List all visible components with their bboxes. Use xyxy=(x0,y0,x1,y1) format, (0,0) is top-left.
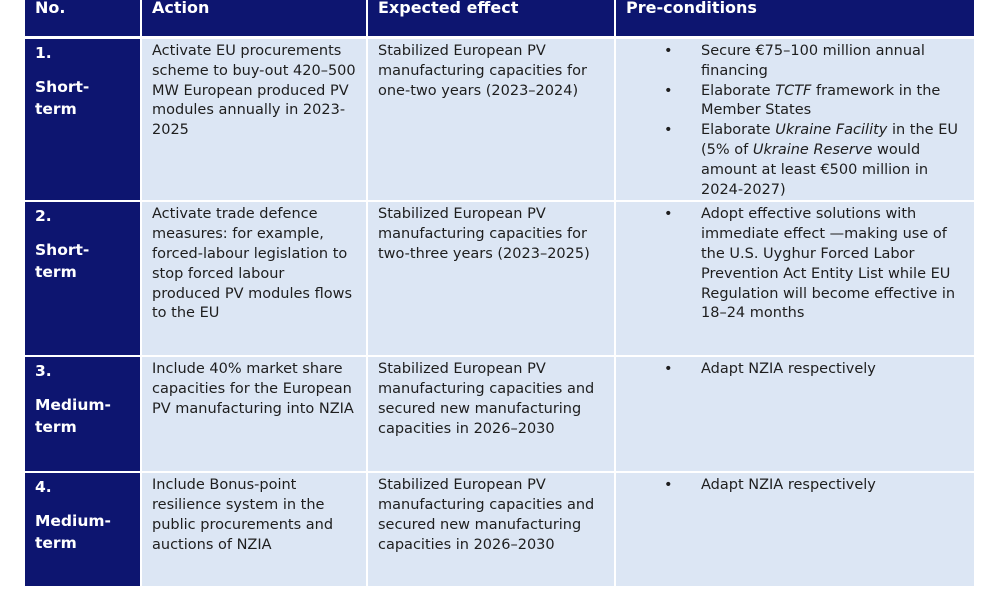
row-term: Short-term xyxy=(35,78,90,118)
header-row xyxy=(25,0,974,38)
bullet-icon: • xyxy=(664,122,673,139)
header-expected-effect: Expected effect xyxy=(367,0,615,38)
row-number: 3. xyxy=(35,362,52,381)
list-item xyxy=(626,205,964,324)
pre-conditions-cell xyxy=(615,201,974,356)
pre-conditions-list xyxy=(626,205,964,324)
pre-condition-text: Adapt NZIA respectively xyxy=(701,361,876,378)
row-number-cell xyxy=(25,472,141,587)
action-cell: Include Bonus-point resilience system in the public procurements and auctions of NZIA xyxy=(141,472,367,587)
row-number: 2. xyxy=(35,207,52,226)
action-cell: Include 40% market share capacities for the European PV manufacturing into NZIA xyxy=(141,356,367,472)
table-row xyxy=(25,356,974,472)
list-item xyxy=(626,121,964,200)
pre-conditions-list xyxy=(626,360,964,380)
bullet-icon: • xyxy=(664,82,673,99)
pre-conditions-cell xyxy=(615,356,974,472)
table-row xyxy=(25,38,974,202)
effect-cell: Stabilized European PV manufacturing capacities and secured new manufacturing capacities in 2026–2030 xyxy=(367,472,615,587)
policy-table xyxy=(25,0,974,588)
bullet-icon: • xyxy=(664,206,673,223)
effect-cell: Stabilized European PV manufacturing capacities for one-two years (2023–2024) xyxy=(367,38,615,202)
actions-table xyxy=(25,0,974,588)
effect-cell: Stabilized European PV manufacturing capacities and secured new manufacturing capacities in 2026–2030 xyxy=(367,356,615,472)
pre-conditions-cell xyxy=(615,38,974,202)
bullet-icon: • xyxy=(664,477,673,494)
header-action: Action xyxy=(141,0,367,38)
pre-condition-text: Adapt NZIA respectively xyxy=(701,477,876,494)
list-item xyxy=(626,360,964,380)
row-number-cell xyxy=(25,201,141,356)
row-number: 1. xyxy=(35,44,52,62)
header-pre-conditions: Pre-conditions xyxy=(615,0,974,38)
pre-conditions-list xyxy=(626,476,964,496)
pre-condition-text: Secure €75–100 million annual financing xyxy=(701,43,925,79)
pre-condition-text: Elaborate Ukraine Facility in the EU (5% of Ukraine Reserve would amount at least €500 million in 2024-2027) xyxy=(701,122,958,198)
list-item xyxy=(626,42,964,82)
row-number-cell xyxy=(25,38,141,202)
list-item xyxy=(626,476,964,496)
row-number-cell xyxy=(25,356,141,472)
effect-cell: Stabilized European PV manufacturing capacities for two-three years (2023–2025) xyxy=(367,201,615,356)
bullet-icon: • xyxy=(664,43,673,59)
table-row xyxy=(25,201,974,356)
list-item xyxy=(626,82,964,122)
row-number: 4. xyxy=(35,478,52,497)
action-cell: Activate trade defence measures: for example, forced-labour legislation to stop forced labour produced PV modules flows to the EU xyxy=(141,201,367,356)
row-term: Short-term xyxy=(35,241,90,282)
row-term: Medium-term xyxy=(35,396,111,437)
pre-condition-text: Adopt effective solutions with immediate effect —making use of the U.S. Uyghur Forced Labor Prevention Act Entity List while EU Regulation will become effective in 18–24 months xyxy=(701,206,956,322)
row-term: Medium-term xyxy=(35,512,111,553)
pre-condition-text: Elaborate TCTF framework in the Member States xyxy=(701,82,941,119)
header-no: No. xyxy=(25,0,141,38)
bullet-icon: • xyxy=(664,361,673,378)
table-row xyxy=(25,472,974,587)
action-cell: Activate EU procurements scheme to buy-out 420–500 MW European produced PV modules annually in 2023-2025 xyxy=(141,38,367,202)
pre-conditions-cell xyxy=(615,472,974,587)
pre-conditions-list xyxy=(626,42,964,200)
